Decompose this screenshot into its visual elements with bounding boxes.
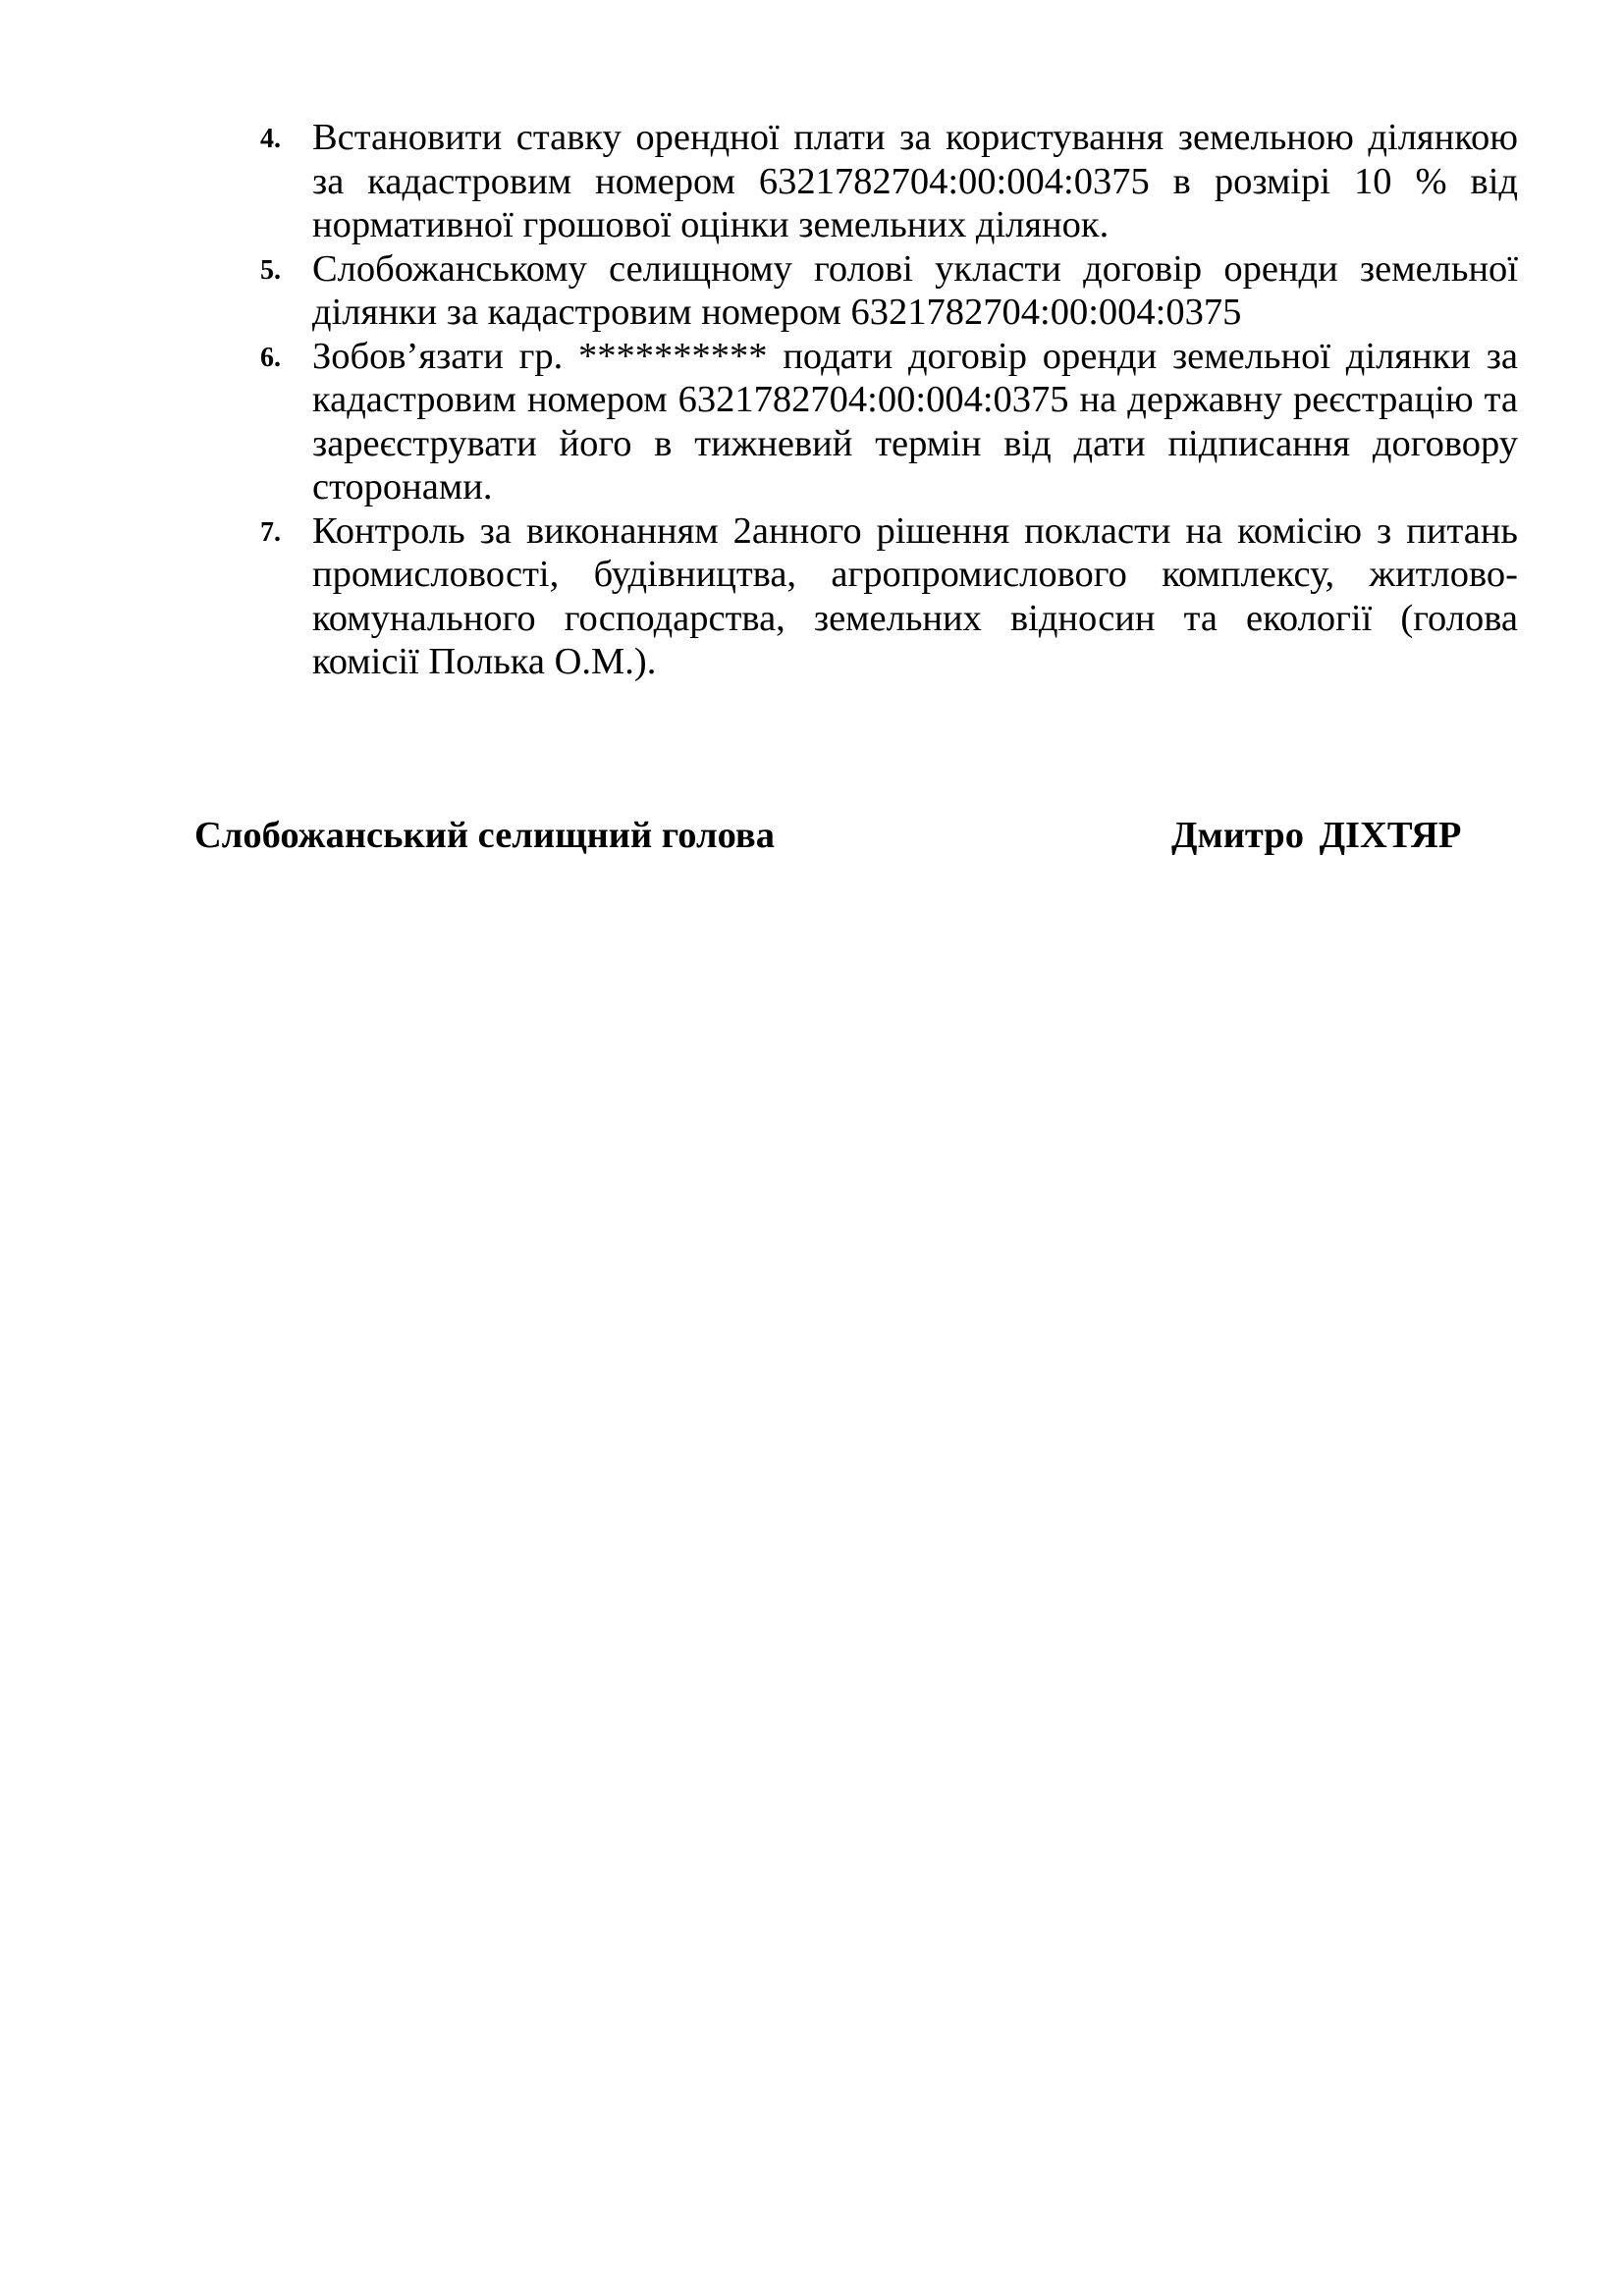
signature-title: Слобожанський селищний голова xyxy=(194,815,775,856)
item-text: Встановити ставку орендної плати за користування земельною ділянкою за кадастровим номером 6321782704:00:004:0375 в розмірі 10 % від нормативної грошової оцінки земельних ділянок. xyxy=(312,117,1518,245)
item-text: Зобов’язати гр. ********** подати договір оренди земельної ділянки за кадастровим номером 6321782704:00:004:0375 на державну реєстрацію та зареєструвати його в тижневий термін від дати підписання договору сторонами. xyxy=(312,335,1518,507)
decision-item-4 xyxy=(260,116,1518,247)
decision-item-5 xyxy=(260,247,1518,335)
item-text: Контроль за виконанням 2анного рішення покласти на комісію з питань промисловості, будівництва, агропромислового комплексу, житлово-комунального господарства, земельних відносин та екології (голова комісії Полька О.М.). xyxy=(312,509,1518,682)
item-number: 6. xyxy=(260,342,281,373)
signature-name: Дмитро ДІХТЯР xyxy=(1171,815,1462,856)
item-number: 4. xyxy=(260,124,281,154)
item-text: Слобожанському селищному голові укласти договір оренди земельної ділянки за кадастровим номером 6321782704:00:004:0375 xyxy=(312,247,1518,333)
item-number: 7. xyxy=(260,516,281,548)
decision-items-list xyxy=(260,116,1518,684)
item-number: 5. xyxy=(260,254,281,286)
decision-item-7 xyxy=(260,509,1518,684)
decision-item-6 xyxy=(260,335,1518,509)
